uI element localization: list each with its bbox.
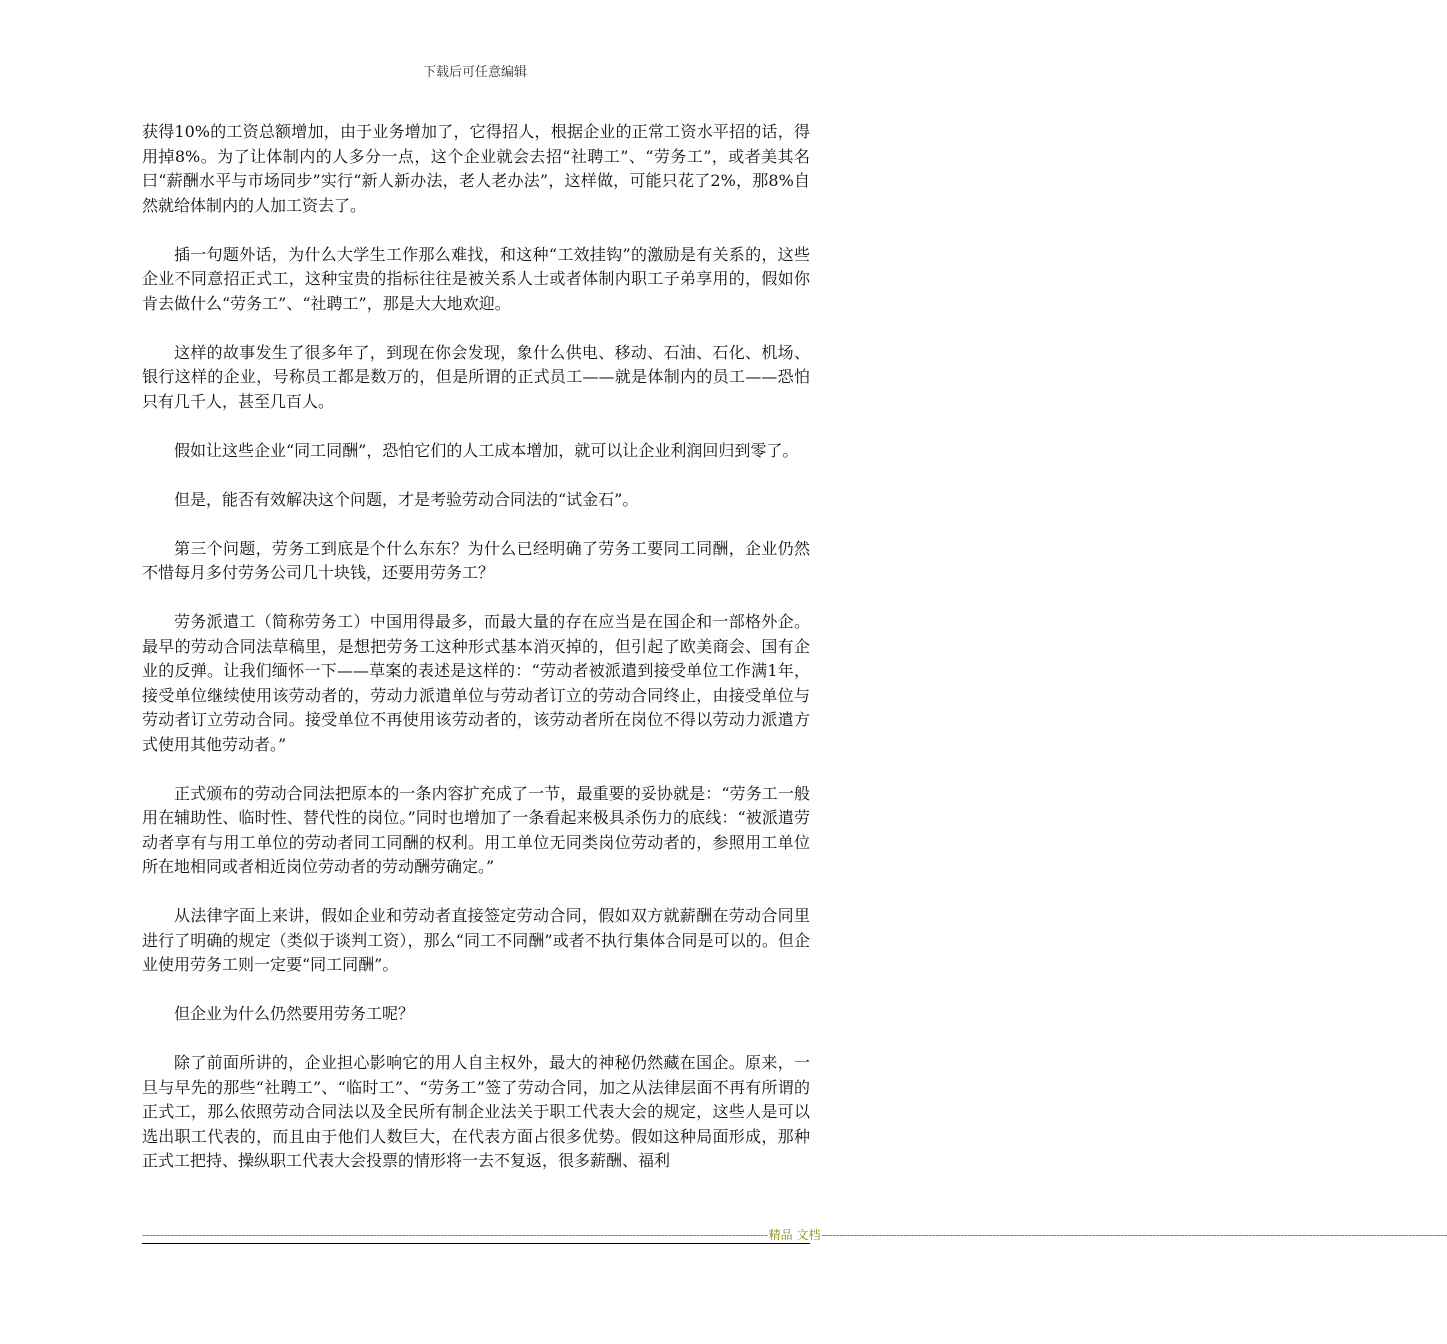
paragraph-8: 正式颁布的劳动合同法把原本的一条内容扩充成了一节，最重要的妥协就是：“劳务工一般用在辅助性、临时性、替代性的岗位。”同时也增加了一条看起来极具杀伤力的底线：“被派遣劳动者享有与用工单位的劳动者同工同酬的权利。用工单位无同类岗位劳动者的，参照用工单位所在地相同或者相近岗位劳动者的劳动酬劳确定。” bbox=[142, 783, 810, 876]
paragraph-3: 这样的故事发生了很多年了，到现在你会发现，象什么供电、移动、石油、石化、机场、银行这样的企业，号称员工都是数万的，但是所谓的正式员工——就是体制内的员工——恐怕只有几千人，甚至几百人。 bbox=[142, 342, 810, 411]
paragraph-11: 除了前面所讲的，企业担心影响它的用人自主权外，最大的神秘仍然藏在国企。原来，一旦与早先的那些“社聘工”、“临时工”、“劳务工”签了劳动合同，加之从法律层面不再有所谓的正式工，那么依照劳动合同法以及全民所有制企业法关于职工代表大会的规定，这些人是可以选出职工代表的，而且由于他们人数巨大，在代表方面占很多优势。假如这种局面形成，那种正式工把持、操纵职工代表大会投票的情形将一去不复返，很多薪酬、福利 bbox=[142, 1053, 810, 1170]
paragraph-6: 第三个问题，劳务工到底是个什么东东？为什么已经明确了劳务工要同工同酬，企业仍然不惜每月多付劳务公司几十块钱，还要用劳务工？ bbox=[142, 538, 810, 582]
footer-dashes-right: -------------------------------------------------------------------------------------------------------------------------------------------------------------------------------- bbox=[821, 1228, 1447, 1242]
paragraph-7: 劳务派遣工（简称劳务工）中国用得最多，而最大量的存在应当是在国企和一部格外企。最早的劳动合同法草稿里，是想把劳务工这种形式基本消灭掉的，但引起了欧美商会、国有企业的反弹。让我们缅怀一下——草案的表述是这样的：“劳动者被派遣到接受单位工作满1年，接受单位继续使用该劳动者的，劳动力派遣单位与劳动者订立的劳动合同终止，由接受单位与劳动者订立劳动合同。接受单位不再使用该劳动者的，该劳动者所在岗位不得以劳动力派遣方式使用其他劳动者。” bbox=[142, 612, 810, 754]
paragraph-5: 但是，能否有效解决这个问题，才是考验劳动合同法的“试金石”。 bbox=[174, 489, 639, 509]
paragraph-4: 假如让这些企业“同工同酬”，恐怕它们的人工成本增加，就可以让企业利润回归到零了。 bbox=[174, 440, 799, 460]
document-body bbox=[142, 120, 810, 1198]
paragraph-10: 但企业为什么仍然要用劳务工呢？ bbox=[174, 1004, 415, 1023]
paragraph-1: 获得10%的工资总额增加，由于业务增加了，它得招人，根据企业的正常工资水平招的话，得用掉8%。为了让体制内的人多分一点，这个企业就会去招“社聘工”、“劳务工”，或者美其名曰“薪酬水平与市场同步”实行“新人新办法，老人老办法”，这样做，可能只花了2%，那8%自然就给体制内的人加工资去了。 bbox=[142, 122, 810, 215]
paragraph-2: 插一句题外话，为什么大学生工作那么难找，和这种“工效挂钩”的激励是有关系的，这些企业不同意招正式工，这种宝贵的指标往往是被关系人士或者体制内职工子弟享用的，假如你肯去做什么“劳务工”、“社聘工”，那是大大地欢迎。 bbox=[142, 244, 810, 313]
page-footer bbox=[142, 1226, 1447, 1244]
footer-label: 精品 文档 bbox=[768, 1228, 821, 1242]
footer-dashes-left: -------------------------------------------------------------------------------------------------------------------------------------------------------------------------------- bbox=[142, 1228, 768, 1242]
footer-rule bbox=[142, 1243, 810, 1244]
page-header: 下载后可任意编辑 bbox=[422, 65, 527, 80]
paragraph-9: 从法律字面上来讲，假如企业和劳动者直接签定劳动合同，假如双方就薪酬在劳动合同里进行了明确的规定（类似于谈判工资），那么“同工不同酬”或者不执行集体合同是可以的。但企业使用劳务工则一定要“同工同酬”。 bbox=[142, 906, 810, 974]
